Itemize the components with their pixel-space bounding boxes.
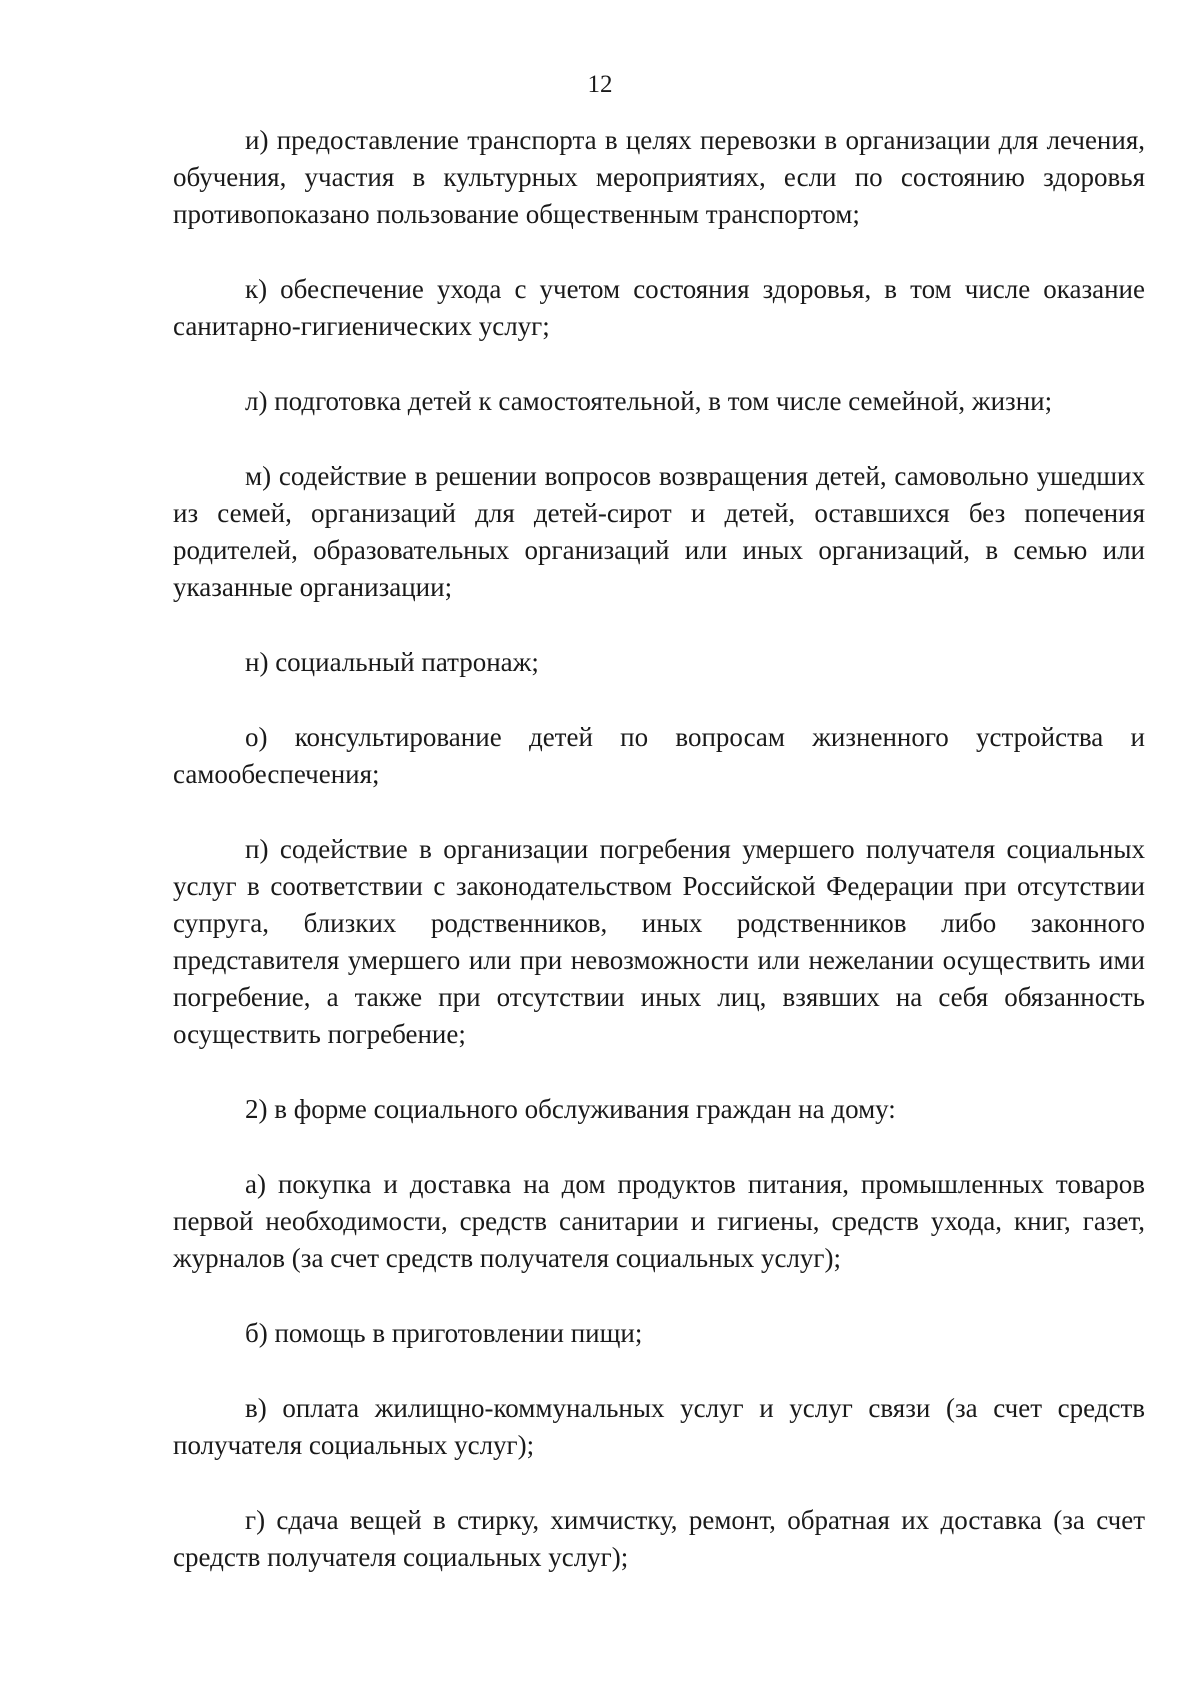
page-number: 12	[587, 71, 613, 98]
paragraph-o: о) консультирование детей по вопросам жизненного устройства и самообеспечения;	[173, 722, 1145, 789]
paragraph-p: п) содействие в организации погребения умершего получателя социальных услуг в соответствии с законодательством Российской Федерации при отсутствии супруга, близких родственников, иных родственников либо законного представителя умершего или при невозможности или нежелании осуществить ими погребение, а также при отсутствии иных лиц, взявших на себя обязанность осуществить погребение;	[173, 834, 1145, 1049]
paragraph-i: и) предоставление транспорта в целях перевозки в организации для лечения, обучения, участия в культурных мероприятиях, если по состоянию здоровья противопоказано пользование общественным транспортом;	[173, 125, 1145, 229]
paragraph-v: в) оплата жилищно-коммунальных услуг и услуг связи (за счет средств получателя социальных услуг);	[173, 1393, 1145, 1460]
paragraph-a: а) покупка и доставка на дом продуктов питания, промышленных товаров первой необходимости, средств санитарии и гигиены, средств ухода, книг, газет, журналов (за счет средств получателя социальных услуг);	[173, 1169, 1145, 1273]
paragraph-l: л) подготовка детей к самостоятельной, в том числе семейной, жизни;	[245, 386, 1053, 416]
paragraph-m: м) содействие в решении вопросов возвращения детей, самовольно ушедших из семей, организаций для детей-сирот и детей, оставшихся без попечения родителей, образовательных организаций или иных организаций, в семью или указанные организации;	[173, 461, 1145, 602]
paragraph-b: б) помощь в приготовлении пищи;	[245, 1318, 643, 1348]
paragraph-section-2: 2) в форме социального обслуживания граждан на дому:	[245, 1094, 896, 1124]
paragraph-n: н) социальный патронаж;	[245, 647, 539, 677]
document-body	[173, 122, 1145, 1576]
paragraph-k: к) обеспечение ухода с учетом состояния здоровья, в том числе оказание санитарно-гигиенических услуг;	[173, 274, 1145, 341]
paragraph-g: г) сдача вещей в стирку, химчистку, ремонт, обратная их доставка (за счет средств получателя социальных услуг);	[173, 1505, 1145, 1572]
